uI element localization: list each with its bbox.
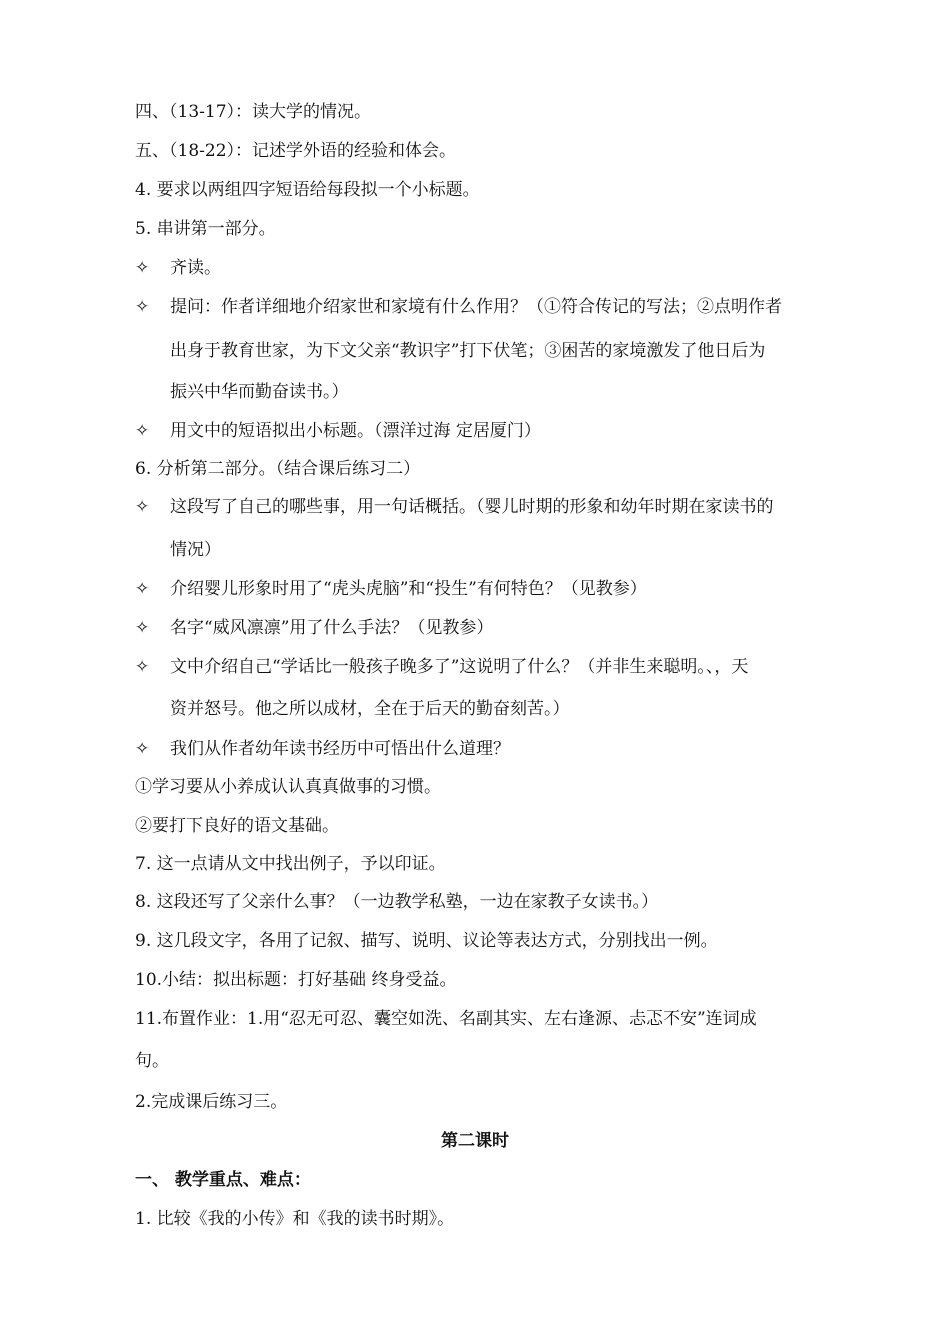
bullet-diamond-icon: ✧ — [135, 657, 150, 677]
text-line: 9. 这几段文字，各用了记叙、描写、说明、议论等表达方式，分别找出一例。 — [135, 931, 718, 951]
bullet-diamond-icon: ✧ — [135, 258, 150, 278]
bullet-diamond-icon: ✧ — [135, 421, 150, 441]
text-line: 文中介绍自己“学话比一般孩子晚多了”这说明了什么？（并非生来聪明。、，天 — [170, 657, 749, 677]
text-line: 情况） — [170, 540, 221, 560]
bullet-diamond-icon: ✧ — [135, 618, 150, 638]
text-line: 用文中的短语拟出小标题。（漂洋过海 定居厦门） — [170, 421, 541, 441]
text-line: 振兴中华而勤奋读书。） — [170, 382, 349, 402]
bullet-diamond-icon: ✧ — [135, 297, 150, 317]
bullet-diamond-icon: ✧ — [135, 739, 150, 759]
text-line: 齐读。 — [170, 258, 221, 278]
text-line: 名字“威风凛凛”用了什么手法？（见教参） — [170, 618, 494, 638]
text-line: 提问：作者详细地介绍家世和家境有什么作用？（①符合传记的写法；②点明作者 — [170, 297, 782, 317]
section-heading: 第二课时 — [441, 1131, 509, 1151]
text-line: 出身于教育世家，为下文父亲“教识字”打下伏笔；③困苦的家境激发了他日后为 — [170, 341, 766, 361]
text-line: ①学习要从小养成认认真真做事的习惯。 — [135, 777, 441, 797]
bullet-diamond-icon: ✧ — [135, 497, 150, 517]
text-line: 介绍婴儿形象时用了“虎头虎脑”和“投生”有何特色？（见教参） — [170, 579, 647, 599]
text-line: 11.布置作业：1.用“忍无可忍、囊空如洗、名副其实、左右逢源、忐忑不安”连词成 — [135, 1009, 757, 1029]
text-line: 四、（13-17）：读大学的情况。 — [135, 102, 372, 122]
text-line: 6. 分析第二部分。（结合课后练习二） — [135, 459, 421, 479]
text-line: 句。 — [135, 1051, 169, 1071]
text-line: 10.小结：拟出标题：打好基础 终身受益。 — [135, 970, 457, 990]
subsection-heading: 一、 教学重点、难点： — [135, 1170, 311, 1190]
text-line: 5. 串讲第一部分。 — [135, 219, 276, 239]
text-line: 7. 这一点请从文中找出例子，予以印证。 — [135, 854, 446, 874]
text-line: 资并怒号。他之所以成材，全在于后天的勤奋刻苦。） — [170, 699, 570, 719]
text-line: 1. 比较《我的小传》和《我的读书时期》。 — [135, 1209, 455, 1229]
text-line: ②要打下良好的语文基础。 — [135, 816, 339, 836]
text-line: 8. 这段还写了父亲什么事？（一边教学私塾，一边在家教子女读书。） — [135, 892, 659, 912]
text-line: 五、（18-22）：记述学外语的经验和体会。 — [135, 141, 457, 161]
bullet-diamond-icon: ✧ — [135, 579, 150, 599]
text-line: 我们从作者幼年读书经历中可悟出什么道理？ — [170, 739, 510, 759]
text-line: 2.完成课后练习三。 — [135, 1092, 288, 1112]
text-line: 这段写了自己的哪些事，用一句话概括。（婴儿时期的形象和幼年时期在家读书的 — [170, 497, 774, 517]
text-line: 4. 要求以两组四字短语给每段拟一个小标题。 — [135, 180, 480, 200]
